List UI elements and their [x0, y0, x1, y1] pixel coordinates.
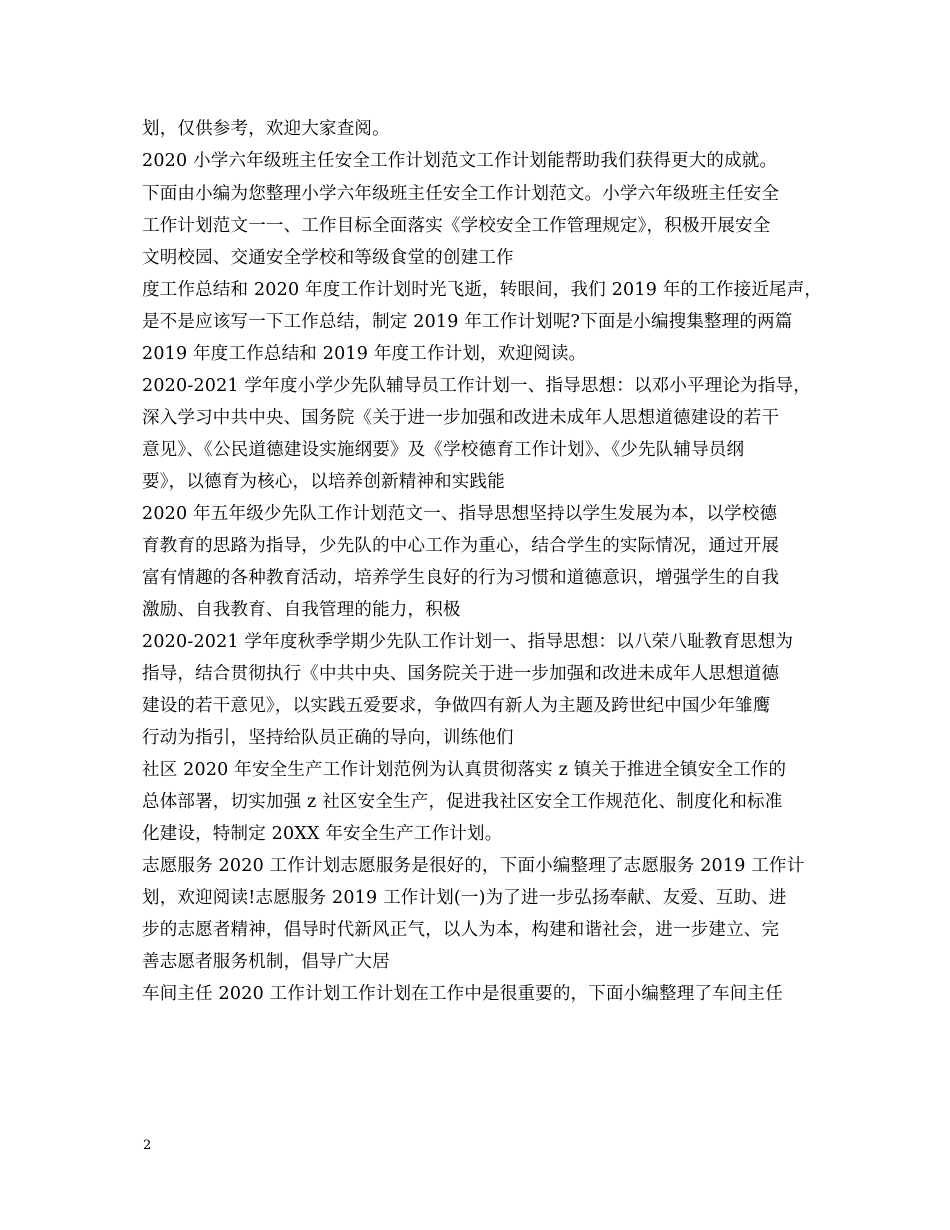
text-line: 步的志愿者精神，倡导时代新风正气，以人为本，构建和谐社会，进一步建立、完 [142, 920, 780, 940]
text-line: 指导，结合贯彻执行《中共中央、国务院关于进一步加强和改进未成年人思想道德 [142, 664, 780, 684]
text-line: 2019 年度工作总结和 2019 年度工作计划，欢迎阅读。 [142, 344, 587, 364]
text-line: 2020-2021 学年度秋季学期少先队工作计划一、指导思想：以八荣八耻教育思想为 [142, 632, 794, 652]
text-line: 文明校园、交通安全学校和等级食堂的创建工作 [142, 248, 514, 268]
text-line: 度工作总结和 2020 年度工作计划时光飞逝，转眼间，我们 2019 年的工作接近尾声， [142, 280, 823, 300]
text-line: 社区 2020 年安全生产工作计划范例为认真贯彻落实 z 镇关于推进全镇安全工作的 [142, 760, 787, 780]
text-line: 深入学习中共中央、国务院《关于进一步加强和改进未成年人思想道德建设的若干 [142, 408, 780, 428]
text-line: 善志愿者服务机制，倡导广大居 [142, 952, 390, 972]
page-number: 2 [143, 1138, 152, 1153]
text-line: 划，欢迎阅读!志愿服务 2019 工作计划(一)为了进一步弘扬奉献、友爱、互助、进 [142, 888, 787, 908]
text-line: 工作计划范文一一、工作目标全面落实《学校安全工作管理规定》，积极开展安全 [142, 216, 771, 236]
text-line: 育教育的思路为指导，少先队的中心工作为重心，结合学生的实际情况，通过开展 [142, 536, 780, 556]
text-line: 化建设，特制定 20XX 年安全生产工作计划。 [142, 824, 503, 844]
text-line: 是不是应该写一下工作总结，制定 2019 年工作计划呢?下面是小编搜集整理的两篇 [142, 312, 793, 332]
text-line: 2020 小学六年级班主任安全工作计划范文工作计划能帮助我们获得更大的成就。 [142, 151, 778, 171]
text-line: 志愿服务 2020 工作计划志愿服务是很好的，下面小编整理了志愿服务 2019 工作计 [142, 856, 805, 876]
text-line: 2020 年五年级少先队工作计划范文一、指导思想坚持以学生发展为本，以学校德 [142, 504, 778, 524]
text-line: 2020-2021 学年度小学少先队辅导员工作计划一、指导思想：以邓小平理论为指导， [142, 376, 811, 396]
text-line: 激励、自我教育、自我管理的能力，积极 [142, 600, 461, 620]
text-line: 建设的若干意见》，以实践五爱要求，争做四有新人为主题及跨世纪中国少年雏鹰 [142, 696, 771, 716]
text-line: 划，仅供参考，欢迎大家查阅。 [142, 119, 390, 139]
text-line: 意见》、《公民道德建设实施纲要》及《学校德育工作计划》、《少先队辅导员纲 [142, 440, 745, 460]
text-line: 富有情趣的各种教育活动，培养学生良好的行为习惯和道德意识，增强学生的自我 [142, 568, 780, 588]
text-line: 总体部署，切实加强 z 社区安全生产，促进我社区安全工作规范化、制度化和标准 [142, 792, 783, 812]
text-line: 行动为指引，坚持给队员正确的导向，训练他们 [142, 728, 514, 748]
text-line: 车间主任 2020 工作计划工作计划在工作中是很重要的，下面小编整理了车间主任 [142, 984, 783, 1004]
text-line: 要》，以德育为核心，以培养创新精神和实践能 [142, 472, 505, 492]
text-line: 下面由小编为您整理小学六年级班主任安全工作计划范文。小学六年级班主任安全 [142, 184, 780, 204]
